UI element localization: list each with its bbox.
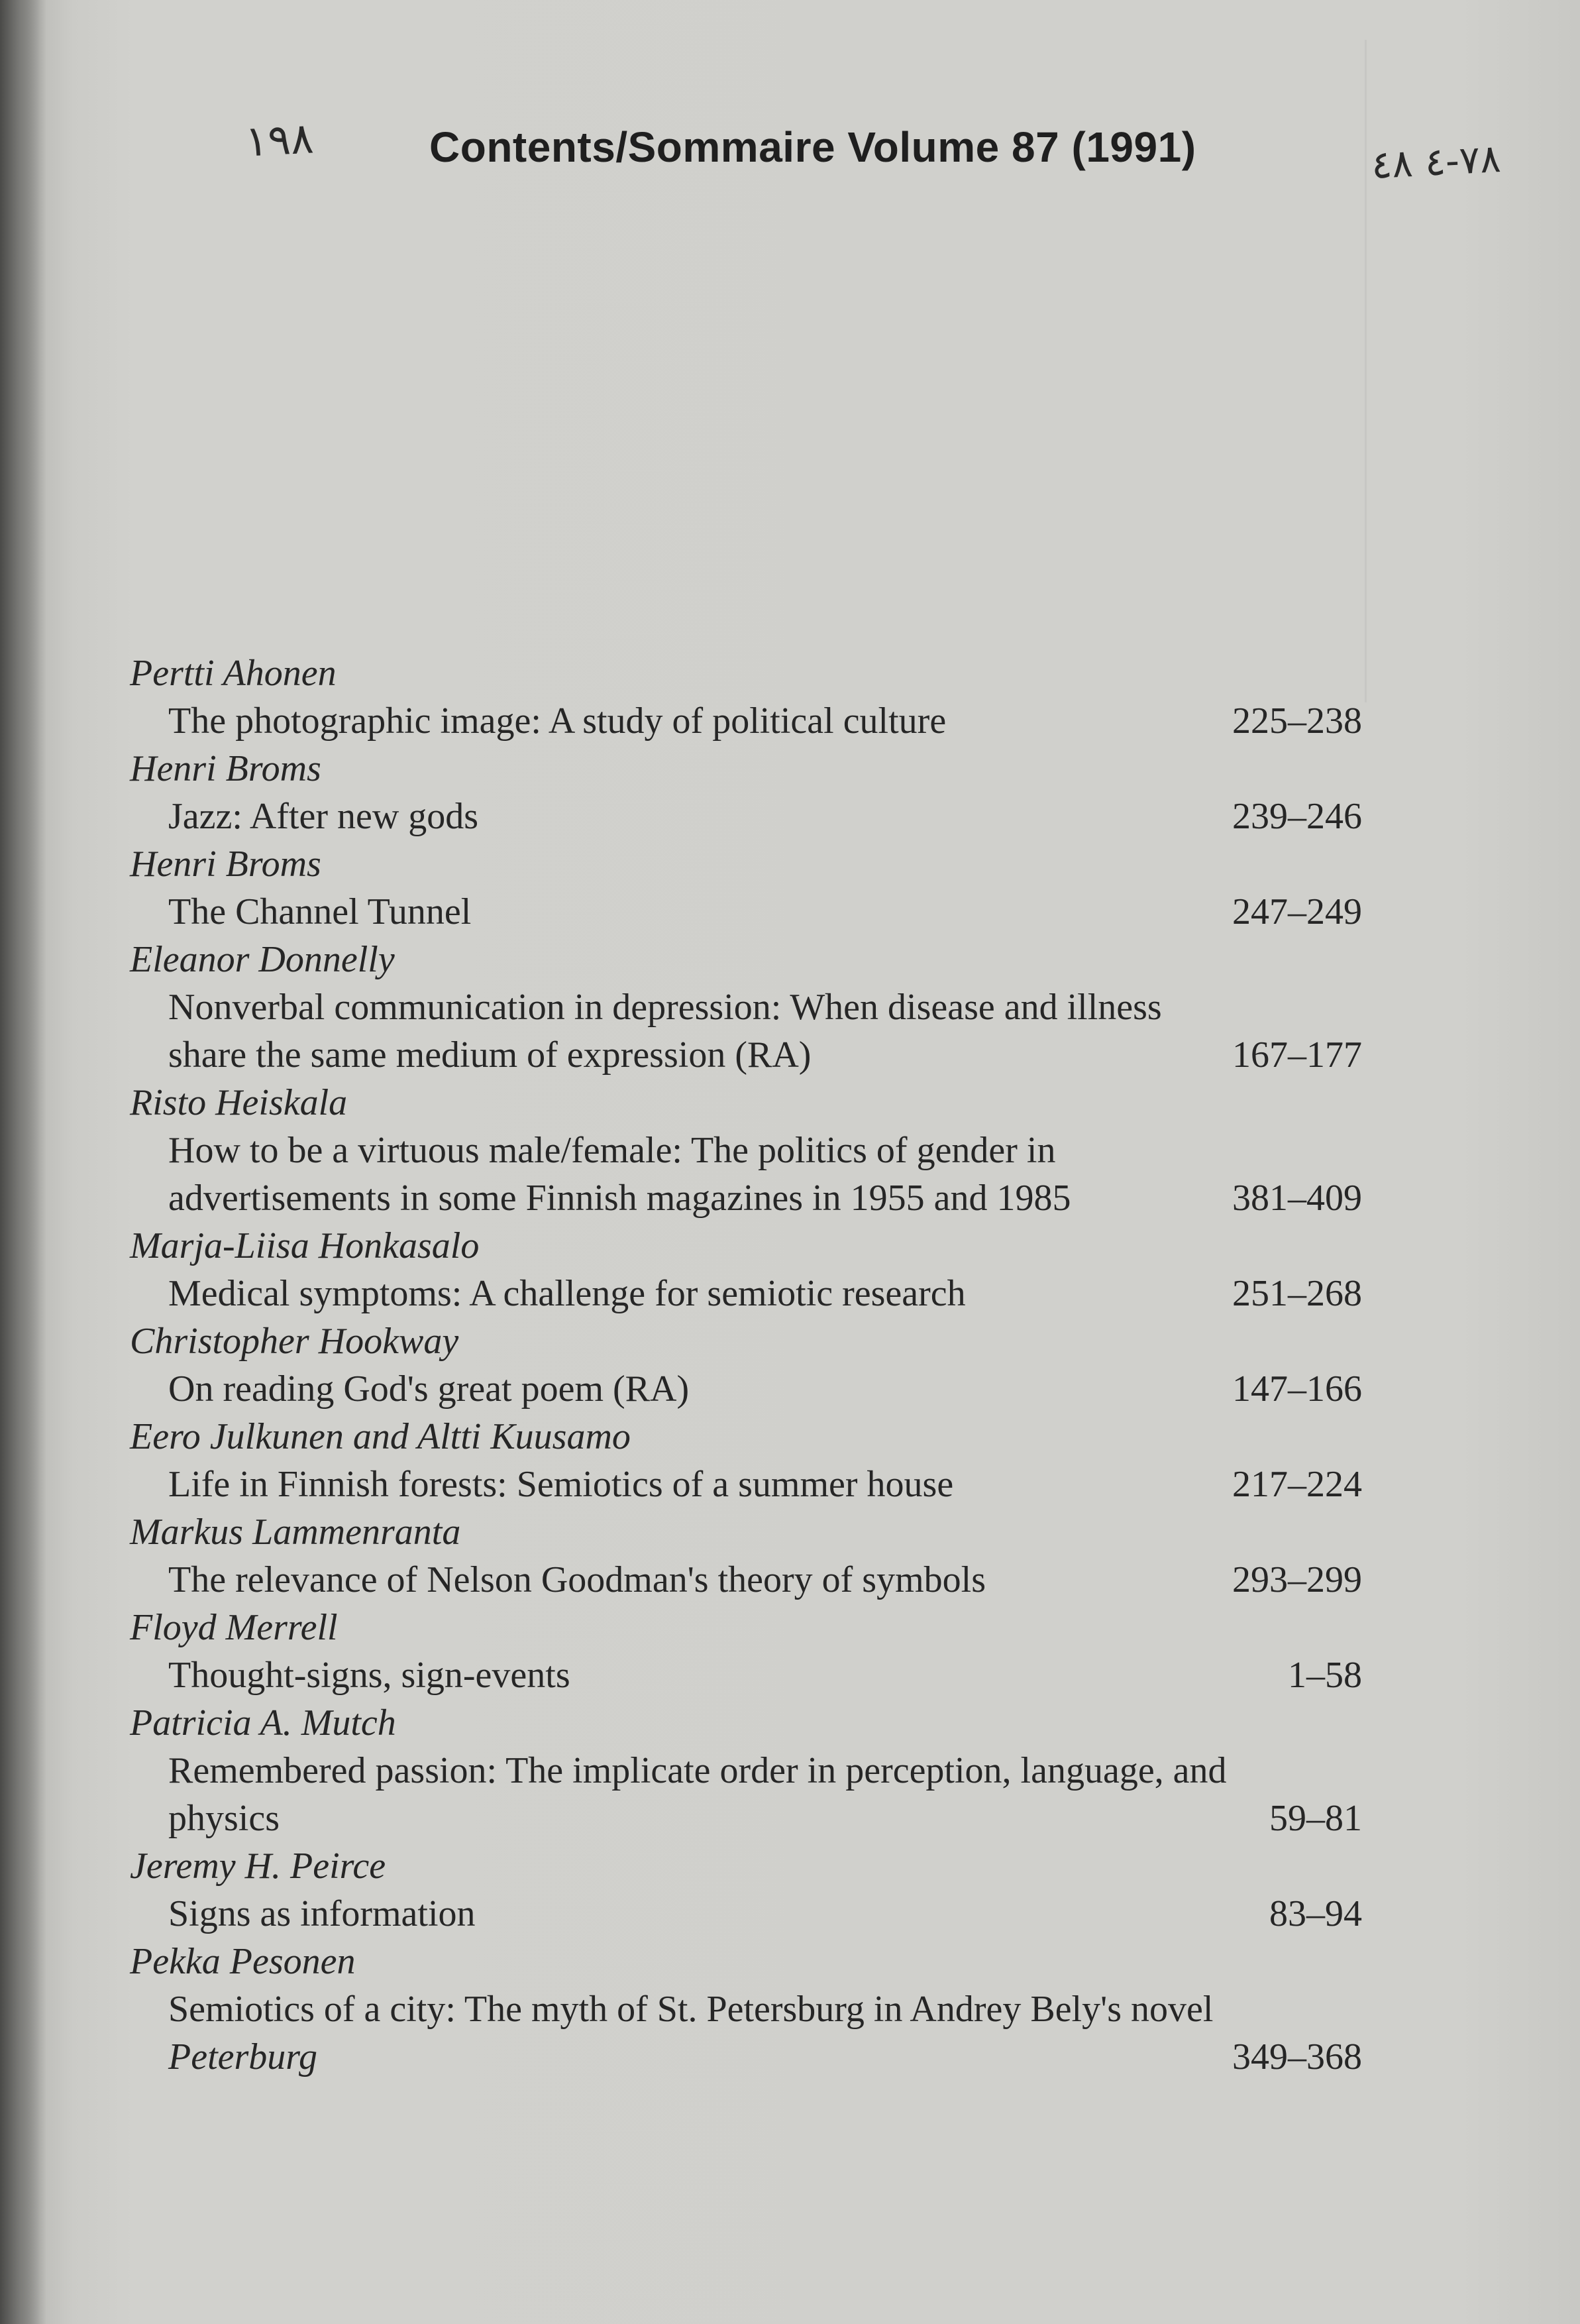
entry-pages: 251–268 — [1232, 1273, 1362, 1314]
entry-title: How to be a virtuous male/female: The politics of gender in advertisements in some Finnish magazines in 1955 and 1985 — [168, 1130, 1071, 1219]
entry-author: Markus Lammenranta — [130, 1512, 461, 1553]
entry-pages: 381–409 — [1232, 1178, 1362, 1219]
entry-article — [130, 1985, 1362, 2081]
entry-pages: 349–368 — [1232, 2036, 1362, 2077]
entry-author: Henri Broms — [130, 844, 321, 885]
entry-article — [130, 793, 1362, 840]
entry-article — [130, 1365, 1362, 1413]
entry-article — [130, 983, 1362, 1079]
entry-article — [130, 1651, 1362, 1699]
entry-author: Jeremy H. Peirce — [130, 1846, 386, 1887]
entry-title: The relevance of Nelson Goodman's theory of symbols — [168, 1559, 986, 1600]
toc-entry — [130, 840, 1362, 936]
entry-title: The photographic image: A study of political culture — [168, 700, 947, 742]
entry-pages: 247–249 — [1232, 891, 1362, 932]
entry-article — [130, 1461, 1362, 1508]
entry-author: Christopher Hookway — [130, 1321, 459, 1362]
entry-author: Pekka Pesonen — [130, 1941, 356, 1982]
entry-title: Jazz: After new gods — [168, 796, 479, 837]
novel-title: Peterburg — [168, 2036, 317, 2077]
entry-pages: 239–246 — [1232, 796, 1362, 837]
handwritten-note-right: ٧٨-٤ ٤٨ — [1370, 135, 1502, 188]
entry-article — [130, 697, 1362, 745]
entry-author: Floyd Merrell — [130, 1607, 338, 1648]
toc-entry — [130, 1222, 1362, 1317]
toc-entry — [130, 936, 1362, 1079]
entry-title: Nonverbal communication in depression: When disease and illness share the same medium of expression (RA) — [168, 987, 1162, 1076]
entry-title: Semiotics of a city: The myth of St. Petersburg in Andrey Bely's novel Peterburg — [168, 1989, 1214, 2077]
handwritten-note-left: ١٩٨ — [244, 114, 315, 167]
entry-article — [130, 888, 1362, 936]
page-title: Contents/Sommaire Volume 87 (1991) — [429, 123, 1196, 171]
toc-entry — [130, 649, 1362, 745]
entry-pages: 167–177 — [1232, 1034, 1362, 1076]
entry-title: On reading God's great poem (RA) — [168, 1368, 690, 1410]
toc-entry — [130, 1938, 1362, 2081]
toc-entry — [130, 1317, 1362, 1413]
entry-pages: 59–81 — [1269, 1798, 1362, 1839]
entry-pages: 217–224 — [1232, 1464, 1362, 1505]
entry-author: Marja-Liisa Honkasalo — [130, 1225, 480, 1266]
toc-entry — [130, 1842, 1362, 1938]
toc-entry — [130, 1604, 1362, 1699]
toc-entry — [130, 745, 1362, 840]
entry-author: Henri Broms — [130, 748, 321, 789]
entry-pages: 147–166 — [1232, 1368, 1362, 1410]
entry-author: Eero Julkunen and Altti Kuusamo — [130, 1416, 631, 1457]
entry-author: Pertti Ahonen — [130, 653, 337, 694]
entry-article — [130, 1127, 1362, 1222]
entry-article — [130, 1890, 1362, 1938]
entry-author: Risto Heiskala — [130, 1082, 348, 1123]
entry-title: Medical symptoms: A challenge for semiotic research — [168, 1273, 966, 1314]
toc-entry — [130, 1699, 1362, 1842]
entry-pages: 225–238 — [1232, 700, 1362, 742]
entry-title: Signs as information — [168, 1893, 476, 1934]
entry-title: Remembered passion: The implicate order in perception, language, and physics — [168, 1750, 1227, 1839]
entry-pages: 293–299 — [1232, 1559, 1362, 1600]
entry-article — [130, 1270, 1362, 1317]
entry-pages: 83–94 — [1269, 1893, 1362, 1934]
entry-author: Eleanor Donnelly — [130, 939, 395, 980]
entry-pages: 1–58 — [1288, 1655, 1362, 1696]
entry-article — [130, 1556, 1362, 1604]
toc-entry — [130, 1079, 1362, 1222]
entry-title: The Channel Tunnel — [168, 891, 472, 932]
entry-title: Life in Finnish forests: Semiotics of a summer house — [168, 1464, 954, 1505]
entry-title: Thought-signs, sign-events — [168, 1655, 570, 1696]
toc-entry — [130, 1413, 1362, 1508]
entry-author: Patricia A. Mutch — [130, 1702, 396, 1743]
table-of-contents — [130, 649, 1362, 2081]
book-spine-shadow — [0, 0, 46, 2324]
toc-entry — [130, 1508, 1362, 1604]
entry-article — [130, 1747, 1362, 1842]
